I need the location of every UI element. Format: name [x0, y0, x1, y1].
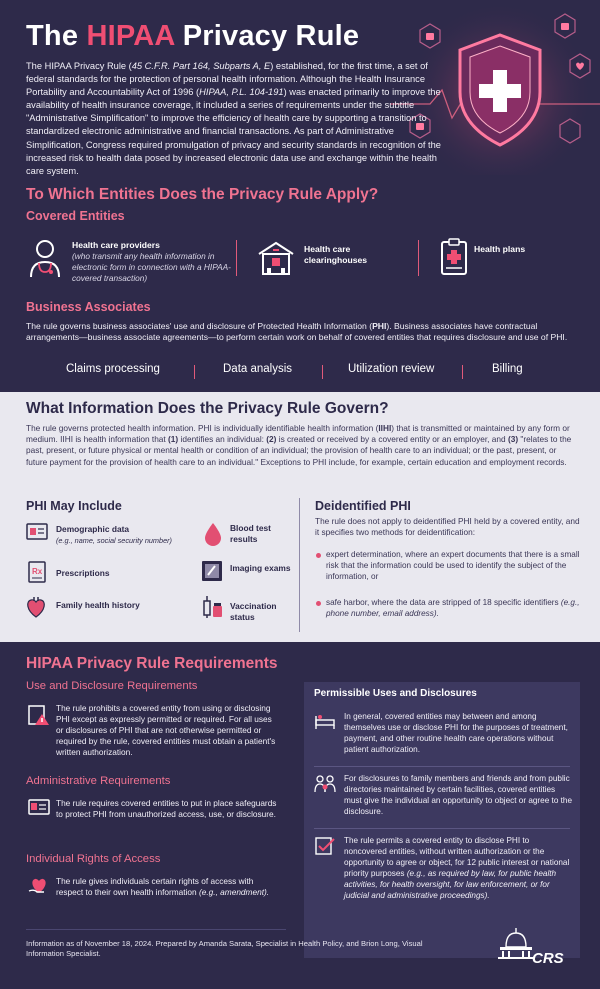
blood-drop-icon — [203, 522, 223, 546]
use-disclosure-title: Use and Disclosure Requirements — [26, 680, 198, 692]
entity-health-care-providers: Health care providers (who transmit any health information in electronic form in connection with a HIPAA-covered transaction) — [72, 240, 231, 283]
permissible-uses-panel — [304, 682, 580, 958]
svg-text:Rx: Rx — [32, 567, 43, 576]
page-title: The HIPAA Privacy Rule — [26, 20, 360, 52]
requirements-section-title: HIPAA Privacy Rule Requirements — [26, 655, 278, 672]
entities-section-title: To Which Entities Does the Privacy Rule Apply? — [26, 186, 379, 203]
ba-item: Billing — [492, 363, 523, 375]
divider — [194, 365, 195, 379]
divider — [314, 766, 570, 767]
divider — [299, 498, 300, 632]
information-section-title: What Information Does the Privacy Rule Govern? — [26, 400, 389, 417]
divider — [236, 240, 237, 276]
divider — [314, 828, 570, 829]
divider — [26, 929, 286, 930]
clearinghouse-building-icon — [256, 240, 296, 276]
phi-demographic-data: Demographic data (e.g., name, social security number) — [56, 524, 172, 545]
ba-item: Claims processing — [66, 363, 160, 375]
family-group-icon — [314, 774, 336, 794]
footer-credits: Information as of November 18, 2024. Prepared by Amanda Sarata, Specialist in Health Policy, and Brion Long, Visual Information Specialist. — [26, 939, 423, 959]
business-associate-functions — [26, 363, 576, 381]
phi-family-health-history: Family health history — [56, 600, 140, 610]
permissible-use-family: For disclosures to family members and friends and from public directories maintained by certain facilities, covered entities must give the individual an opportunity to object or agree to the disclosure. — [344, 774, 573, 816]
imaging-scan-icon — [201, 560, 223, 584]
health-care-provider-icon — [27, 238, 63, 278]
use-disclosure-text: The rule prohibits a covered entity from using or disclosing PHI except as expressly permitted or required. For all uses or disclosures of PHI that are not otherwise permitted or required by the rule, covered entities must obtain a patient's written authorization. — [56, 703, 276, 757]
checklist-icon — [314, 836, 336, 856]
deidentified-phi-title: Deidentified PHI — [315, 499, 411, 513]
phi-may-include-title: PHI May Include — [26, 499, 122, 513]
intro-paragraph: The HIPAA Privacy Rule (45 C.F.R. Part 164, Subparts A, E) established, for the first time, a set of federal standards for the protection of personal health information. Although the Health Insurance Portability and Accountability Act of 1996 (HIPAA, P.L. 104-191) was enacted primarily to improve the availability of health insurance coverage, it included a series of requirements under the subtitle "Administrative Simplification" to improve the efficiency of health care by supporting a transition to standardized electronic administrative and financial transactions. As part of Administrative Simplification, Congress required promulgation of privacy and security standards in recognition of the increased risk to health data posed by increased electronic data use and exchange within the health care system. — [26, 61, 441, 176]
divider — [322, 365, 323, 379]
phi-imaging-exams: Imaging exams — [230, 563, 291, 573]
warning-document-icon — [28, 704, 50, 726]
phi-vaccination-status: Vaccination status — [230, 601, 277, 622]
deid-method-expert: expert determination, where an expert documents that there is a small risk that the information could be used to identify the subject of the information, or — [315, 549, 580, 582]
business-associates-text: The rule governs business associates' use and disclosure of Protected Health Information (PHI). Business associates have contractual arrangements—business associate agreements—to perform certain work on behalf of covered entities that requires disclosure and use of PHI. — [26, 321, 568, 343]
information-section-text: The rule governs protected health information. PHI is individually identifiable health information (IIHI) that is transmitted or maintained by any form or medium. IIHI is health information that (1) identifies an individual: (2) is created or received by a covered entity or an employer, and (3) "relates to the past, present, or future physical or mental health or condition of an individual; the provision of health care to an individual; or the past, present, or future payment for the provision of health care to an individual." Exceptions to PHI include, for example, certain education and employment records. — [26, 423, 572, 467]
deid-method-safe-harbor: safe harbor, where the data are stripped of 18 specific identifiers (e.g., phone number, email address). — [315, 597, 580, 619]
prescription-icon — [28, 561, 46, 583]
entity-health-care-clearinghouses: Health care clearinghouses — [304, 244, 368, 265]
vaccine-syringe-icon — [201, 595, 225, 619]
covered-entities-title: Covered Entities — [26, 209, 125, 223]
requirements-section — [0, 642, 600, 989]
heart-hand-icon — [28, 875, 50, 897]
permissible-uses-title: Permissible Uses and Disclosures — [314, 688, 477, 699]
individual-rights-text: The rule gives individuals certain rights of access with respect to their own health information (e.g., amendment). — [56, 876, 270, 897]
individual-rights-title: Individual Rights of Access — [26, 853, 161, 865]
ba-item: Data analysis — [223, 363, 293, 375]
business-associates-title: Business Associates — [26, 300, 151, 314]
id-card-icon — [28, 798, 50, 816]
hero-section — [0, 0, 600, 392]
health-plan-clipboard-icon — [440, 238, 468, 276]
ba-item: Utilization review — [348, 363, 435, 375]
administrative-requirements-title: Administrative Requirements — [26, 775, 171, 787]
information-section — [0, 392, 600, 642]
phi-prescriptions: Prescriptions — [56, 568, 110, 578]
crs-logo-icon — [486, 927, 576, 965]
id-card-icon — [26, 522, 50, 542]
divider — [418, 240, 419, 276]
permissible-use-treatment: In general, covered entities may between and among themselves use or disclose PHI for the purposes of treatment, payment, and other routine health care operations without patient authorization. — [344, 712, 568, 754]
divider — [462, 365, 463, 379]
phi-blood-test-results: Blood test results — [230, 523, 271, 544]
entity-health-plans: Health plans — [474, 244, 526, 254]
permissible-use-public-interest: The rule permits a covered entity to disclose PHI to noncovered entities, without written authorization or the opportunity to agree or object, for 12 public interest or national priority purposes (e.g., as required by law, for public health activities, for health oversight, for law enforcement, or for judicial and administrative proceedings). — [344, 836, 570, 900]
heart-organ-icon — [24, 595, 48, 619]
crs-logo-text: CRS — [532, 950, 564, 965]
hospital-bed-icon — [314, 712, 336, 730]
administrative-requirements-text: The rule requires covered entities to put in place safeguards to protect PHI from unauthorized access, use, or disclosure. — [56, 798, 277, 819]
deidentified-phi-text: The rule does not apply to deidentified PHI held by a covered entity, and it specifies two methods for deidentification: — [315, 516, 580, 537]
